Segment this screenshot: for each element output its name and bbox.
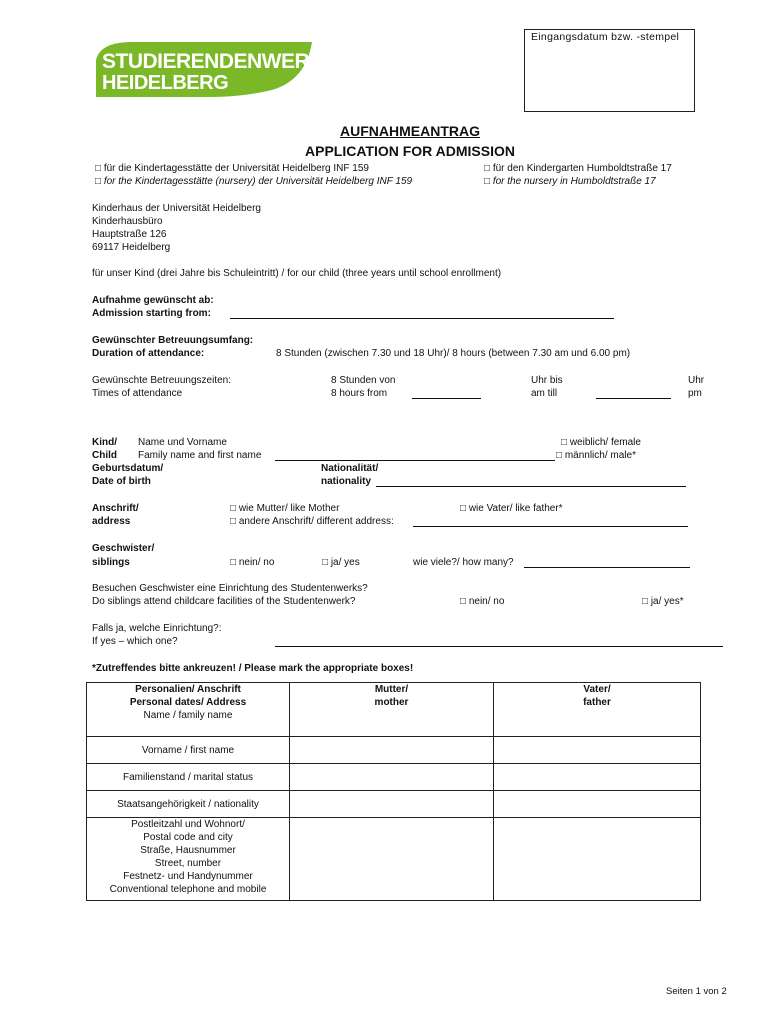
times-end-de: Uhr: [688, 375, 705, 386]
row-label: Staatsangehörigkeit / nationality: [87, 791, 290, 818]
child-name-field[interactable]: [275, 460, 555, 461]
row-label: Familienstand / marital status: [87, 764, 290, 791]
intro-text: für unser Kind (drei Jahre bis Schuleintritt) / for our child (three years until school enrollment): [92, 268, 502, 279]
duration-label-de: Gewünschter Betreuungsumfang:: [92, 335, 254, 346]
row-label: Vorname / first name: [87, 737, 290, 764]
stamp-box-label: Eingangsdatum bzw. -stempel: [531, 31, 680, 43]
logo-line1: STUDIERENDENWERK: [102, 50, 314, 73]
admission-label-en: Admission starting from:: [92, 308, 211, 319]
female-checkbox[interactable]: □ weiblich/ female: [561, 437, 641, 448]
which-facility-label-en: If yes – which one?: [92, 636, 178, 647]
times-until-de: Uhr bis: [531, 375, 563, 386]
childcare-yes-checkbox[interactable]: □ ja/ yes*: [642, 596, 684, 607]
address-line: Kinderhausbüro: [92, 216, 163, 227]
siblings-how-many-label: wie viele?/ how many?: [413, 557, 514, 568]
child-name-label-en: Family name and first name: [138, 450, 262, 461]
duration-value: 8 Stunden (zwischen 7.30 und 18 Uhr)/ 8 hours (between 7.30 am und 6.00 pm): [276, 348, 631, 359]
address-like-mother-checkbox[interactable]: □ wie Mutter/ like Mother: [230, 503, 340, 514]
option-uni-kita-de[interactable]: □ für die Kindertagesstätte der Universität Heidelberg INF 159: [95, 163, 369, 174]
parents-table: [86, 682, 701, 901]
siblings-label-en: siblings: [92, 557, 130, 568]
row-label-line: Conventional telephone and mobile: [109, 884, 267, 895]
table-row: [87, 764, 701, 791]
logo: [92, 40, 314, 98]
logo-line2: HEIDELBERG: [102, 72, 229, 94]
table-row: [87, 737, 701, 764]
siblings-count-field[interactable]: [524, 567, 690, 568]
times-from-de: 8 Stunden von: [331, 375, 396, 386]
row-label: Name / family name: [143, 710, 233, 721]
row-label-line: Street, number: [154, 858, 222, 869]
address-like-father-checkbox[interactable]: □ wie Vater/ like father*: [460, 503, 563, 514]
header-line: Mutter/: [374, 684, 409, 695]
duration-label-en: Duration of attendance:: [92, 348, 205, 359]
times-label-en: Times of attendance: [92, 388, 183, 399]
birth-label-de: Geburtsdatum/: [92, 463, 164, 474]
header-line: mother: [374, 697, 409, 708]
father-cell[interactable]: [494, 818, 701, 901]
birth-label-en: Date of birth: [92, 476, 151, 487]
admission-date-field[interactable]: [230, 318, 614, 319]
child-label-de: Kind/: [92, 437, 117, 448]
childcare-question-de: Besuchen Geschwister eine Einrichtung des Studentenwerks?: [92, 583, 368, 594]
logo-shape: [92, 40, 314, 98]
which-facility-field[interactable]: [275, 646, 723, 647]
siblings-yes-checkbox[interactable]: □ ja/ yes: [322, 557, 360, 568]
address-label-en: address: [92, 516, 131, 527]
address-label-de: Anschrift/: [92, 503, 139, 514]
times-end-en: pm: [688, 388, 702, 399]
table-row: [87, 818, 701, 901]
note-text: *Zutreffendes bitte ankreuzen! / Please mark the appropriate boxes!: [92, 663, 414, 674]
nationality-label-de: Nationalität/: [321, 463, 379, 474]
row-label: [87, 818, 290, 901]
table-header: [87, 683, 290, 737]
header-line: Vater/: [583, 684, 611, 695]
table-row: [87, 683, 701, 737]
which-facility-label-de: Falls ja, welche Einrichtung?:: [92, 623, 222, 634]
mother-cell[interactable]: [290, 737, 494, 764]
father-cell[interactable]: [494, 764, 701, 791]
address-line: Kinderhaus der Universität Heidelberg: [92, 203, 261, 214]
address-line: Hauptstraße 126: [92, 229, 167, 240]
father-cell[interactable]: [494, 791, 701, 818]
childcare-no-checkbox[interactable]: □ nein/ no: [460, 596, 505, 607]
father-column[interactable]: [494, 683, 701, 737]
end-time-field[interactable]: [596, 398, 671, 399]
nationality-label-en: nationality: [321, 476, 372, 487]
times-until-en: am till: [531, 388, 558, 399]
mother-cell[interactable]: [290, 818, 494, 901]
times-label-de: Gewünschte Betreuungszeiten:: [92, 375, 231, 386]
mother-column[interactable]: [290, 683, 494, 737]
row-label-line: Festnetz- und Handynummer: [123, 871, 253, 882]
row-label-line: Postleitzahl und Wohnort/: [131, 819, 245, 830]
page-footer: Seiten 1 von 2: [666, 986, 727, 997]
child-name-label-de: Name und Vorname: [138, 437, 227, 448]
header-line: father: [583, 697, 611, 708]
title-english: APPLICATION FOR ADMISSION: [305, 143, 515, 159]
male-checkbox[interactable]: □ männlich/ male*: [556, 450, 636, 461]
other-address-field[interactable]: [413, 526, 688, 527]
option-uni-kita-en[interactable]: □ for the Kindertagesstätte (nursery) der Universität Heidelberg INF 159: [95, 176, 413, 187]
address-line: 69117 Heidelberg: [92, 242, 171, 253]
childcare-question-en: Do siblings attend childcare facilities of the Studentenwerk?: [92, 596, 356, 607]
stamp-box[interactable]: [524, 29, 695, 112]
header-line: Personalien/ Anschrift: [135, 684, 241, 695]
row-label-line: Straße, Hausnummer: [140, 845, 236, 856]
siblings-no-checkbox[interactable]: □ nein/ no: [230, 557, 275, 568]
mother-cell[interactable]: [290, 791, 494, 818]
option-humboldt-de[interactable]: □ für den Kindergarten Humboldtstraße 17: [484, 163, 672, 174]
header-line: Personal dates/ Address: [129, 697, 247, 708]
admission-label-de: Aufnahme gewünscht ab:: [92, 295, 214, 306]
row-label-line: Postal code and city: [143, 832, 233, 843]
siblings-label-de: Geschwister/: [92, 543, 155, 554]
title-german: AUFNAHMEANTRAG: [340, 123, 480, 139]
times-from-en: 8 hours from: [331, 388, 388, 399]
nationality-field[interactable]: [376, 486, 686, 487]
start-time-field[interactable]: [412, 398, 481, 399]
mother-cell[interactable]: [290, 764, 494, 791]
father-cell[interactable]: [494, 737, 701, 764]
address-other-checkbox[interactable]: □ andere Anschrift/ different address:: [230, 516, 394, 527]
table-row: [87, 791, 701, 818]
child-label-en: Child: [92, 450, 117, 461]
option-humboldt-en[interactable]: □ for the nursery in Humboldtstraße 17: [484, 176, 656, 187]
